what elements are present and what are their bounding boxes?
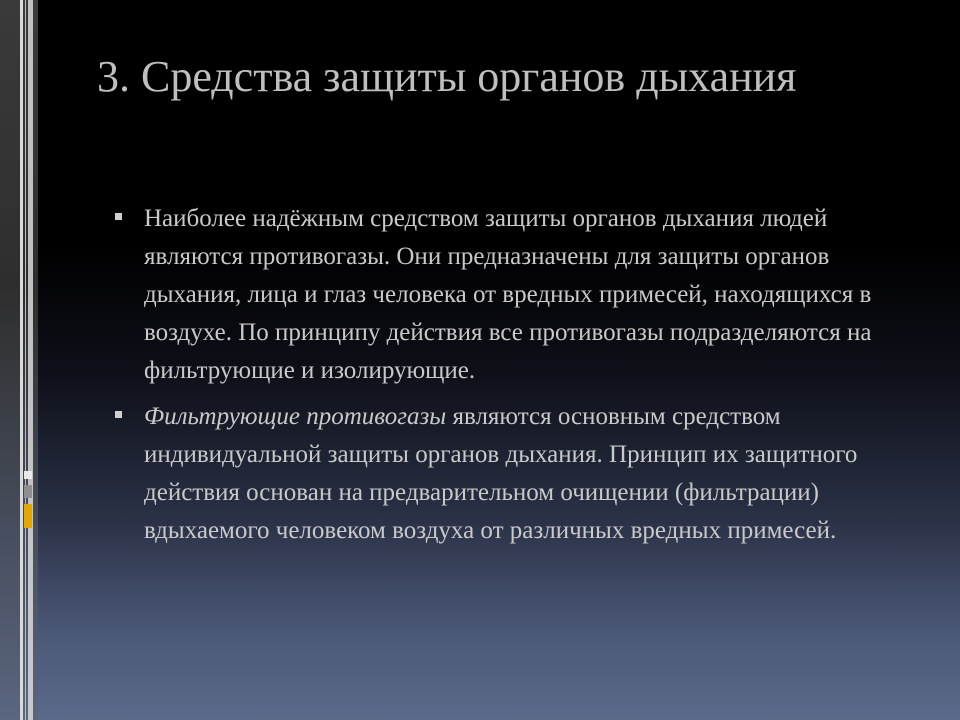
bullet-text: являются основным средством индивидуальной защиты органов дыхания. Принцип их защитного действия основан на предварительном очищении (фильтрации) вдыхаемого человеком воздуха от различных вредных примесей. — [144, 403, 858, 544]
decor-stripe — [25, 0, 26, 720]
bullet-text: Наиболее надёжным средством защиты органов дыхания людей являются противогазы. Они предназначены для защиты органов дыхания, лица и глаз человека от вредных примесей, находящихся в воздухе. По принципу действия все противогазы подразделяются на фильтрующие и изолирующие. — [144, 205, 872, 384]
slide-title: 3. Средства защиты органов дыхания — [97, 52, 797, 101]
bullet-item — [112, 200, 912, 390]
decor-stripe — [20, 0, 23, 720]
left-decorative-band — [0, 0, 38, 720]
decor-stripe — [28, 0, 33, 720]
bullet-list — [112, 200, 912, 558]
square-bullet-icon — [115, 213, 122, 220]
decor-mark-white — [24, 471, 32, 479]
bullet-emphasis: Фильтрующие противогазы — [144, 403, 447, 430]
square-bullet-icon — [115, 411, 122, 418]
decor-mark-accent — [24, 504, 32, 528]
bullet-item — [112, 398, 912, 550]
decor-mark-gray — [24, 485, 32, 498]
